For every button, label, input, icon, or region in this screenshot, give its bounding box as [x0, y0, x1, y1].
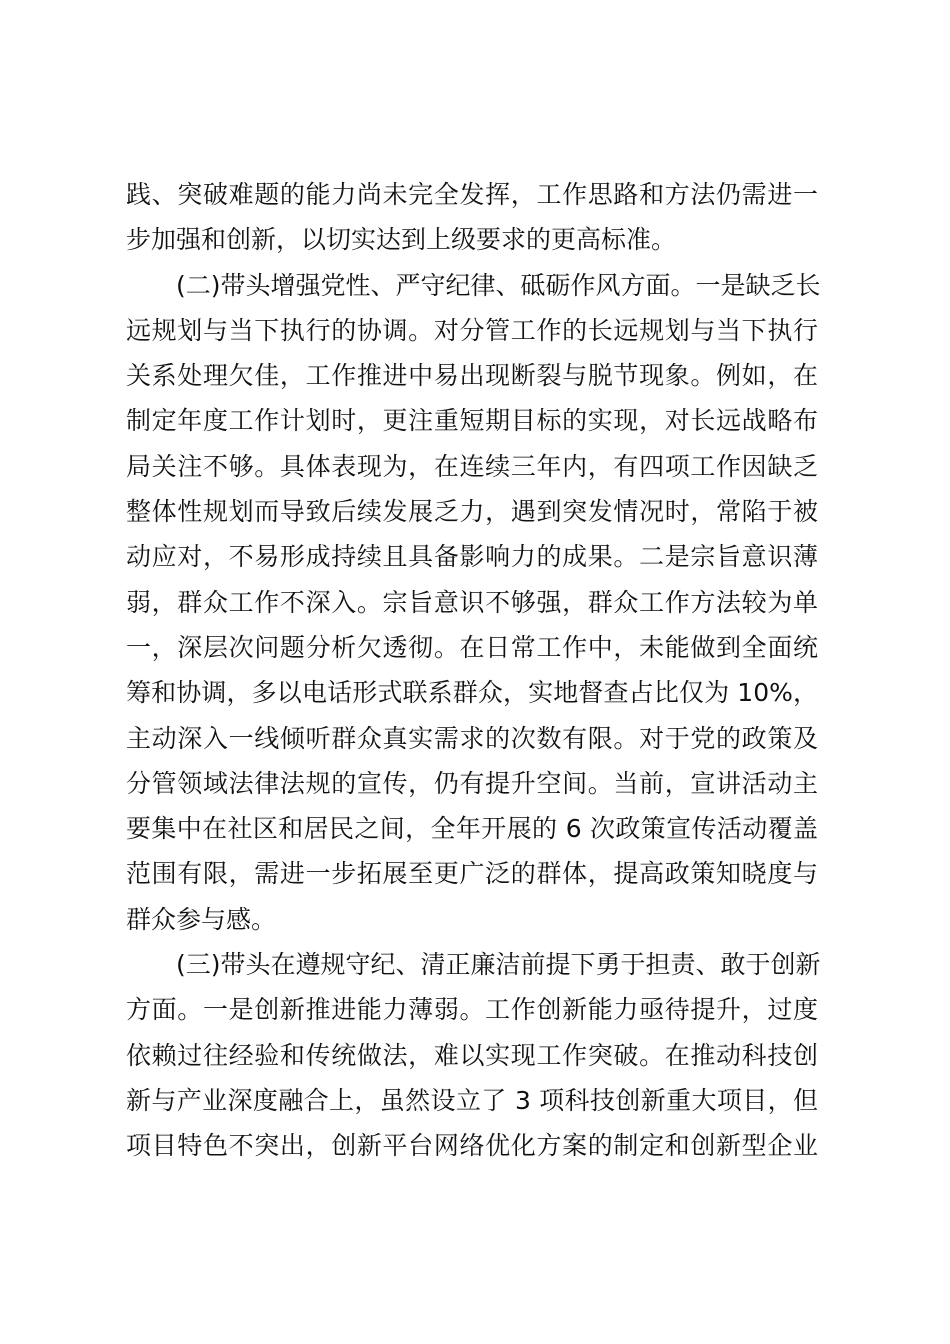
text-line: (三)带头在遵规守纪、清正廉洁前提下勇于担责、敢于创新	[126, 950, 821, 980]
text-line: 步加强和创新，以切实达到上级要求的更高标准。	[126, 225, 677, 255]
text-line: 主动深入一线倾听群众真实需求的次数有限。对于党的政策及	[126, 723, 818, 753]
paragraph	[126, 172, 818, 263]
text-line: 弱，群众工作不深入。宗旨意识不够强，群众工作方法较为单	[126, 587, 818, 617]
text-line: 一，深层次问题分析欠透彻。在日常工作中，未能做到全面统	[126, 632, 818, 662]
text-line: 分管领域法律法规的宣传，仍有提升空间。当前，宣讲活动主	[126, 768, 818, 798]
text-line: 局关注不够。具体表现为，在连续三年内，有四项工作因缺乏	[126, 451, 818, 481]
text-line: 新与产业深度融合上，虽然设立了 3 项科技创新重大项目，但	[126, 1085, 818, 1115]
text-line: 远规划与当下执行的协调。对分管工作的长远规划与当下执行	[126, 315, 818, 345]
text-line: 筹和协调，多以电话形式联系群众，实地督查占比仅为 10%，	[126, 678, 818, 708]
paragraph	[126, 942, 821, 1168]
paragraph	[126, 263, 821, 942]
text-line: 关系处理欠佳，工作推进中易出现断裂与脱节现象。例如，在	[126, 361, 818, 391]
text-line: 动应对，不易形成持续且具备影响力的成果。二是宗旨意识薄	[126, 542, 818, 572]
text-line: 群众参与感。	[126, 904, 277, 934]
text-line: (二)带头增强党性、严守纪律、砥砺作风方面。一是缺乏长	[126, 270, 821, 300]
text-line: 项目特色不突出，创新平台网络优化方案的制定和创新型企业	[126, 1131, 818, 1161]
text-line: 整体性规划而导致后续发展乏力，遇到突发情况时，常陷于被	[126, 497, 818, 527]
text-line: 制定年度工作计划时，更注重短期目标的实现，对长远战略布	[126, 406, 818, 436]
text-line: 践、突破难题的能力尚未完全发挥，工作思路和方法仍需进一	[126, 180, 818, 209]
text-line: 方面。一是创新推进能力薄弱。工作创新能力亟待提升，过度	[126, 995, 818, 1025]
text-line: 依赖过往经验和传统做法，难以实现工作突破。在推动科技创	[126, 1040, 818, 1070]
text-line: 要集中在社区和居民之间，全年开展的 6 次政策宣传活动覆盖	[126, 814, 818, 844]
document-body	[126, 172, 821, 1169]
text-line: 范围有限，需进一步拓展至更广泛的群体，提高政策知晓度与	[126, 859, 818, 889]
